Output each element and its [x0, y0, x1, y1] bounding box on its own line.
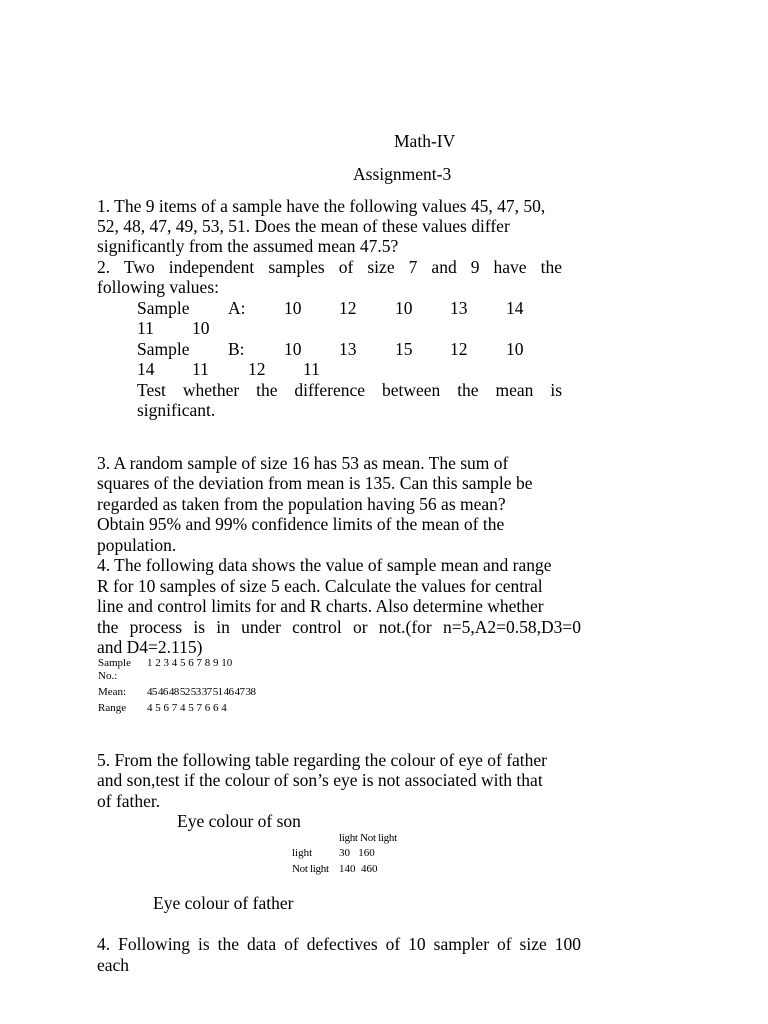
sample-b-value: 12 [248, 359, 266, 379]
eye-table-row-values: 30 160 [339, 847, 375, 859]
eye-table-row-label: Not light [292, 863, 329, 875]
sample-a-value: 14 [506, 298, 524, 318]
q4-table-range-label: Range [98, 702, 127, 714]
q4-table-sample-label-2: No.: [98, 670, 118, 682]
q4-table-sample-label: Sample [98, 657, 131, 669]
q1-line-3: significantly from the assumed mean 47.5? [97, 236, 399, 256]
q6-line-1: 4. Following is the data of defectives of 10 sampler of size 100 [97, 934, 581, 954]
q4-table-mean-label: Mean: [98, 686, 127, 698]
q3-line-5: population. [97, 535, 177, 555]
sample-b-value: 10 [506, 339, 524, 359]
sample-a-name: A: [228, 298, 246, 318]
q4-table-range-values: 4 5 6 7 4 5 7 6 6 4 [147, 702, 227, 714]
q5-line-1: 5. From the following table regarding the colour of eye of father [97, 750, 547, 770]
sample-a-value: 11 [137, 318, 154, 338]
sample-a-value: 12 [339, 298, 357, 318]
q2-test-line-2: significant. [137, 400, 216, 420]
q5-line-3: of father. [97, 791, 161, 811]
sample-b-value: 11 [303, 359, 320, 379]
eye-table-column-headers: light Not light [339, 832, 397, 844]
sample-b-value: 11 [192, 359, 209, 379]
q3-line-4: Obtain 95% and 99% confidence limits of the mean of the [97, 514, 505, 534]
sample-b-value: 14 [137, 359, 155, 379]
sample-b-name: B: [228, 339, 245, 359]
q4-table-mean-values: 45 46 48 52 53 37 51 46 47 38 [147, 686, 256, 698]
q6-line-2: each [97, 955, 130, 975]
q4-line-5: and D4=2.115) [97, 637, 203, 657]
q5-line-2: and son,test if the colour of son’s eye is not associated with that [97, 770, 543, 790]
father-eye-colour-heading: Eye colour of father [153, 893, 294, 913]
page-subtitle: Assignment-3 [353, 164, 452, 184]
q3-line-1: 3. A random sample of size 16 has 53 as mean. The sum of [97, 453, 509, 473]
q4-line-1: 4. The following data shows the value of sample mean and range [97, 555, 552, 575]
sample-a-value: 10 [395, 298, 413, 318]
sample-b-value: 10 [284, 339, 302, 359]
eye-table-row-label: light [292, 847, 313, 859]
sample-a-value: 13 [450, 298, 468, 318]
q2-line-1: 2. Two independent samples of size 7 and 9 have the [97, 257, 562, 277]
q2-line-2: following values: [97, 277, 219, 297]
q4-line-4: the process is in under control or not.(for n=5,A2=0.58,D3=0 [97, 617, 581, 637]
q4-line-3: line and control limits for and R charts. Also determine whether [97, 596, 544, 616]
page-title: Math-IV [394, 131, 456, 151]
sample-a-label: Sample [137, 298, 190, 318]
q2-test-line-1: Test whether the difference between the mean is [137, 380, 562, 400]
son-eye-colour-heading: Eye colour of son [177, 811, 301, 831]
q1-line-1: 1. The 9 items of a sample have the following values 45, 47, 50, [97, 196, 546, 216]
sample-b-value: 15 [395, 339, 413, 359]
q4-table-sample-values: 1 2 3 4 5 6 7 8 9 10 [147, 657, 233, 669]
q3-line-3: regarded as taken from the population having 56 as mean? [97, 494, 506, 514]
sample-b-value: 12 [450, 339, 468, 359]
q4-line-2: R for 10 samples of size 5 each. Calculate the values for central [97, 576, 543, 596]
eye-table-row-values: 140 460 [339, 863, 378, 875]
q1-line-2: 52, 48, 47, 49, 53, 51. Does the mean of these values differ [97, 216, 510, 236]
sample-a-value: 10 [192, 318, 210, 338]
sample-a-value: 10 [284, 298, 302, 318]
sample-b-label: Sample [137, 339, 190, 359]
q3-line-2: squares of the deviation from mean is 135. Can this sample be [97, 473, 533, 493]
sample-b-value: 13 [339, 339, 357, 359]
